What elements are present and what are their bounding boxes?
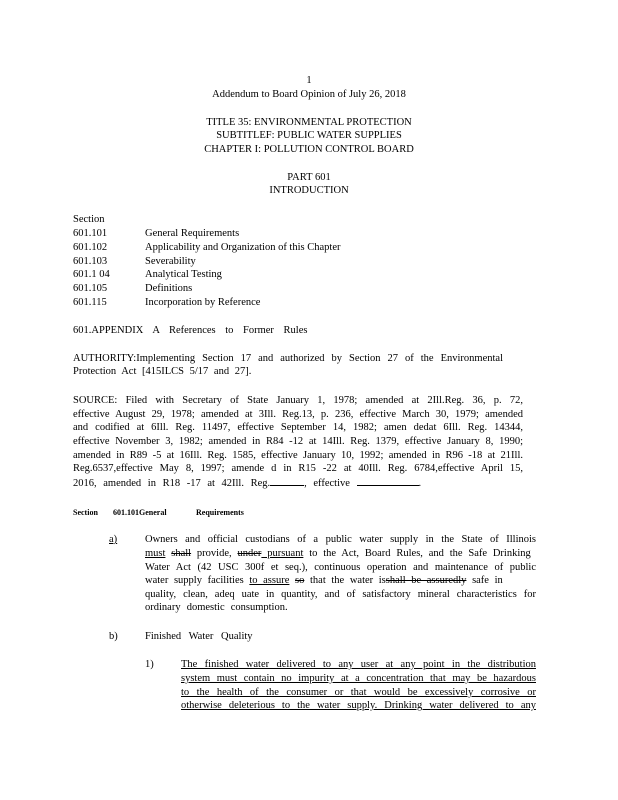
para-a-line-1: Owners and official custodians of a public water supply in the State of Illinois	[145, 534, 536, 545]
toc-item-title: Definitions	[145, 283, 193, 294]
para-b1-line: The finished water delivered to any user at any point in the distribution	[181, 659, 536, 670]
source-last-text-a: 2016, amended in R18 -17 at 42Ill. Reg.	[73, 478, 271, 489]
source-line: effective August 29, 1978; amended at 3Ill. Reg.13, p. 236, effective March 30, 1979; amended	[73, 409, 523, 420]
toc-heading: Section	[73, 214, 105, 225]
toc-item-number: 601.103	[73, 256, 108, 267]
para-a-line-6: ordinary domestic consumption.	[145, 602, 288, 613]
para-a-marker: a)	[109, 534, 118, 545]
plain-text: to the Act, Board Rules, and the Safe Drinking	[303, 548, 531, 559]
blank-register-page	[270, 476, 304, 486]
source-line: SOURCE: Filed with Secretary of State January 1, 1978; amended at 2Ill.Reg. 36, p. 72,	[73, 395, 523, 406]
source-last-text-b: , effective	[304, 478, 350, 489]
para-b1-line: to the health of the consumer or that would be excessively corrosive or	[181, 687, 536, 698]
inserted-text: to assure	[249, 575, 290, 586]
toc-item-title: Severability	[145, 256, 196, 267]
plain-text: water supply facilities	[145, 575, 250, 586]
subtitle-line: SUBTITLEF: PUBLIC WATER SUPPLIES	[216, 130, 402, 141]
para-b1-line: otherwise deleterious to the water supply. Drinking water delivered to any	[181, 700, 536, 711]
toc-item-number: 601.115	[73, 297, 107, 308]
plain-text: safe in	[466, 575, 503, 586]
para-b1-marker: 1)	[145, 659, 154, 670]
toc-item-number: 601.102	[73, 242, 108, 253]
toc-appendix: 601.APPENDIX A References to Former Rules	[73, 325, 308, 336]
para-a-line-2	[145, 547, 531, 560]
title-line: TITLE 35: ENVIRONMENTAL PROTECTION	[206, 117, 412, 128]
inserted-text: must	[145, 548, 166, 559]
para-a-line-5: quality, clean, adeq uate in quantity, and of satisfactory mineral characteristics for	[145, 589, 536, 600]
authority-line-2: Protection Act [415ILCS 5/17 and 27].	[73, 366, 252, 377]
source-line: amended in R89 -5 at 16Ill. Reg. 1585, effective January 10, 1992; amended in R96 -18 at 21Ill.	[73, 450, 523, 461]
deleted-text: so	[295, 575, 305, 586]
toc-item-title: Incorporation by Reference	[145, 297, 261, 308]
toc-item-number: 601.1 04	[73, 269, 110, 280]
authority-line-1: AUTHORITY:Implementing Section 17 and authorized by Section 27 of the Environmental	[73, 353, 503, 364]
source-last-line	[73, 476, 421, 490]
addendum-line: Addendum to Board Opinion of July 26, 2018	[212, 89, 406, 100]
para-a-line-3: Water Act (42 USC 300f et seq.), continuous operation and maintenance of public	[145, 562, 536, 573]
deleted-text: under	[237, 548, 262, 559]
toc-item-title: Applicability and Organization of this Chapter	[145, 242, 341, 253]
inserted-text: pursuant	[261, 548, 304, 559]
toc-item-number: 601.101	[73, 228, 108, 239]
section-title-requirements: Requirements	[196, 508, 244, 517]
toc-item-title: Analytical Testing	[145, 269, 222, 280]
source-line: effective November 3, 1982; amended in R84 -12 at 14Ill. Reg. 1379, effective January 8, 1990;	[73, 436, 523, 447]
para-b-title: Finished Water Quality	[145, 631, 253, 642]
part-name: INTRODUCTION	[269, 185, 349, 196]
part-number: PART 601	[287, 172, 331, 183]
para-b1-line: system must contain no impurity at a concentration that may be hazardous	[181, 673, 536, 684]
source-line: and codified at 6Ill. Reg. 11497, effective September 14, 1982; amen dedat 6Ill. Reg. 14344,	[73, 422, 523, 433]
para-b-marker: b)	[109, 631, 118, 642]
section-number-title: 601.101General	[113, 508, 167, 517]
plain-text: provide,	[191, 548, 238, 559]
source-line: Reg.6537,effective May 8, 1997; amende d in R15 -22 at 40Ill. Reg. 6784,effective April 15,	[73, 463, 523, 474]
source-last-text-c: .	[418, 478, 422, 489]
deleted-text: shall	[171, 548, 192, 559]
section-label: Section	[73, 508, 98, 517]
para-a-line-4	[145, 574, 503, 587]
toc-item-title: General Requirements	[145, 228, 240, 239]
blank-effective-date	[357, 476, 419, 486]
plain-text: that the water is	[304, 575, 386, 586]
toc-item-number: 601.105	[73, 283, 108, 294]
chapter-line: CHAPTER I: POLLUTION CONTROL BOARD	[204, 144, 414, 155]
deleted-text: shall be assuredly	[385, 575, 467, 586]
page-number: 1	[306, 75, 312, 86]
